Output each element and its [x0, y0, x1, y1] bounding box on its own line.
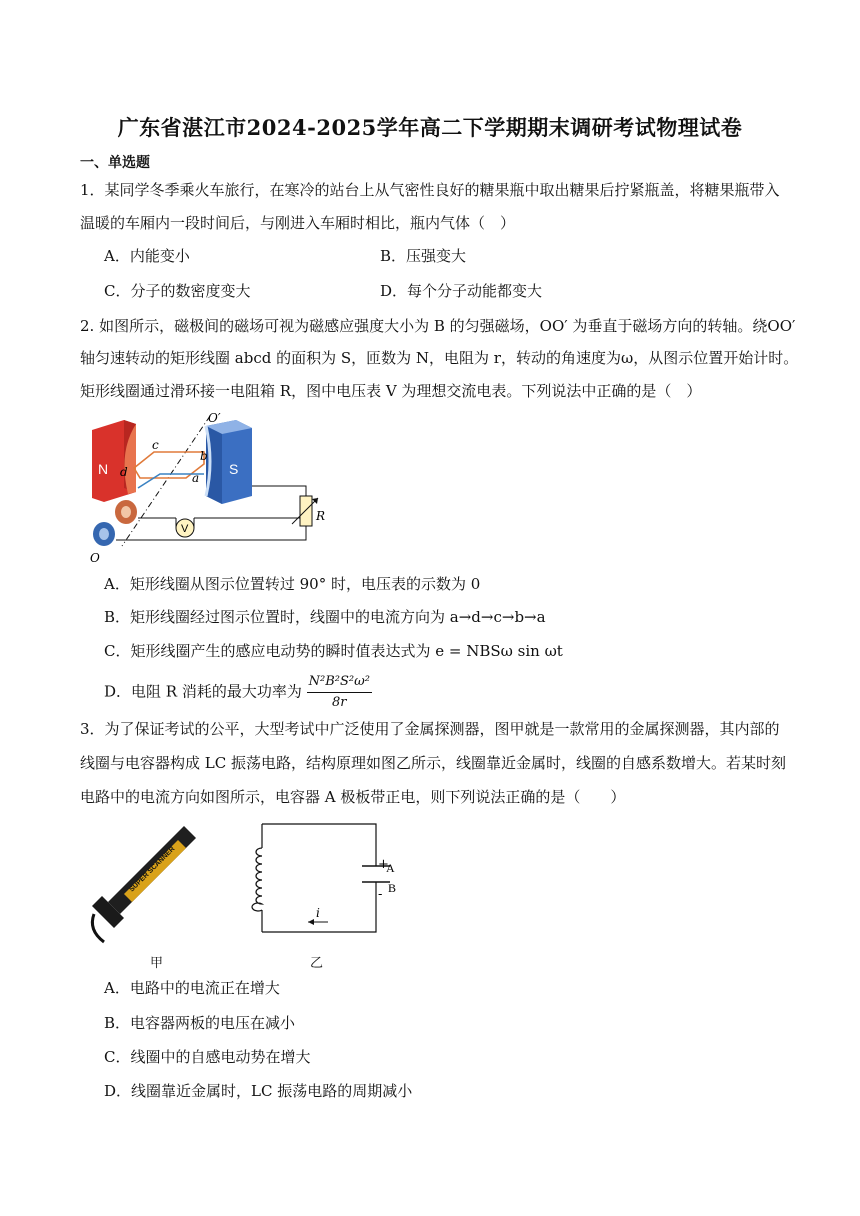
resistor-label: R — [316, 509, 326, 523]
n-label: N — [98, 461, 109, 477]
q3-option-c: C．线圈中的自感电动势在增大 — [104, 1048, 311, 1066]
fraction-denominator: 8r — [332, 695, 347, 710]
q2-stem-line3: 矩形线圈通过滑环接一电阻箱 R，图中电压表 V 为理想交流电表。下列说法中正确的是（ ） — [80, 382, 702, 400]
current-label: i — [316, 906, 320, 920]
q1-option-d: D．每个分子动能都变大 — [380, 282, 543, 300]
q3-option-a: A．电路中的电流正在增大 — [104, 979, 280, 997]
generator-figure — [84, 412, 334, 564]
axis-o-label: O — [90, 551, 100, 564]
current-arrow-icon — [308, 919, 314, 925]
inductor-coil — [252, 848, 262, 911]
q2-option-a: A．矩形线圈从图示位置转过 90° 时，电压表的示数为 0 — [104, 575, 481, 593]
q2-stem-line2: 轴匀速转动的矩形线圈 abcd 的面积为 S，匝数为 N，电阻为 r，转动的角速度为ω，从图示位置开始计时。 — [80, 349, 799, 367]
q2-option-d — [104, 672, 372, 713]
q2-option-c: C．矩形线圈产生的感应电动势的瞬时值表达式为 e = NBSω sin ωt — [104, 642, 563, 660]
q1-stem-line2: 温暖的车厢内一段时间后，与刚进入车厢时相比，瓶内气体（ ） — [80, 214, 516, 232]
fig-yi-caption: 乙 — [310, 956, 324, 971]
plate-a-label: A — [386, 861, 395, 875]
q3-stem-line2: 线圈与电容器构成 LC 振荡电路，结构原理如图乙所示，线圈靠近金属时，线圈的自感系数增大。若某时刻 — [80, 754, 786, 772]
plus-sign: + — [378, 857, 389, 872]
section-heading: 一、单选题 — [80, 155, 150, 171]
minus-sign: - — [378, 887, 383, 902]
q1-option-b: B．压强变大 — [380, 247, 467, 265]
voltmeter-label: V — [181, 523, 189, 535]
coil-label-d: d — [120, 465, 128, 479]
plate-b-label: B — [388, 881, 397, 895]
q3-stem-line1: 3．为了保证考试的公平，大型考试中广泛使用了金属探测器，图甲就是一款常用的金属探测器，其内部的 — [80, 720, 780, 738]
q3-stem-line3: 电路中的电流方向如图所示，电容器 A 极板带正电，则下列说法正确的是（ ） — [80, 788, 626, 806]
q1-option-a: A．内能变小 — [104, 247, 190, 265]
metal-detector-figure — [80, 818, 210, 946]
q2-option-d-text: D．电阻 R 消耗的最大功率为 — [104, 682, 302, 701]
page-title: 广东省湛江市2024-2025学年高二下学期期末调研考试物理试卷 — [117, 115, 743, 140]
axis-o-prime-label: O′ — [208, 412, 221, 425]
q2-option-b: B．矩形线圈经过图示位置时，线圈中的电流方向为 a→d→c→b→a — [104, 608, 546, 626]
coil-label-a: a — [192, 471, 200, 485]
lc-circuit-figure — [232, 818, 412, 942]
s-label: S — [229, 461, 239, 477]
fig-jia-caption: 甲 — [150, 956, 164, 971]
max-power-fraction — [307, 672, 372, 713]
q1-stem-line1: 1．某同学冬季乘火车旅行，在寒冷的站台上从气密性良好的糖果瓶中取出糖果后拧紧瓶盖，将糖果瓶带入 — [80, 181, 780, 199]
detector-brand-text: SUPER SCANNER — [128, 845, 177, 894]
q3-option-b: B．电容器两板的电压在减小 — [104, 1014, 296, 1032]
fraction-numerator: N²B²S²ω² — [307, 672, 372, 693]
resistor-box — [300, 496, 312, 526]
q2-stem-line1: 2. 如图所示，磁极间的磁场可视为磁感应强度大小为 B 的匀强磁场，OO′ 为垂直于磁场方向的转轴。绕OO′ — [80, 317, 796, 335]
coil-label-c: c — [152, 438, 159, 452]
q1-option-c: C．分子的数密度变大 — [104, 282, 251, 300]
coil-label-b: b — [200, 449, 208, 463]
q3-option-d: D．线圈靠近金属时，LC 振荡电路的周期减小 — [104, 1082, 413, 1100]
